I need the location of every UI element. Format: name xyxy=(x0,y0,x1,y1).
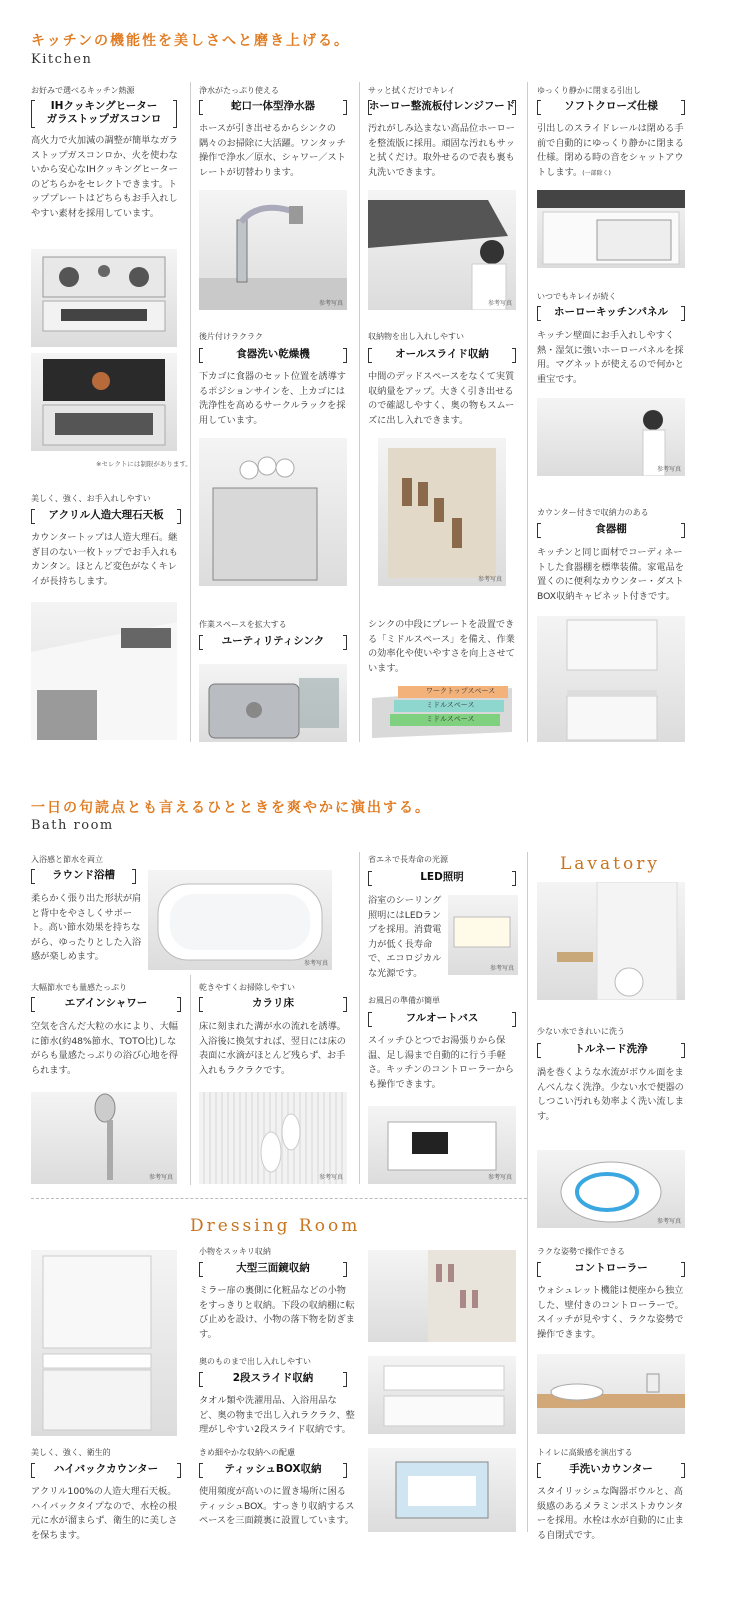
countertop-photo xyxy=(31,602,177,740)
cupboard-caption: カウンター付きで収納力のある xyxy=(537,508,649,517)
highback-caption: 美しく、強く、衛生的 xyxy=(31,1448,111,1457)
faucet-description: ホースが引き出せるからシンクの隅々のお掃除に大活躍。ワンタッチ操作で浄水／原水、シャワー／ストレートが切替わります。 xyxy=(199,123,346,178)
led-caption: 省エネで長寿命の光源 xyxy=(368,855,448,864)
sink-diagram xyxy=(368,684,516,742)
tornado-description: 渦を巻くような水流がボウル面をまんべんなく洗浄。少ない水で便器のしつこい汚れも効率よく洗い流します。 xyxy=(537,1067,684,1122)
panel-title: ホーローキッチンパネル xyxy=(537,306,685,321)
vanity-photo xyxy=(31,1250,177,1436)
range-hood-photo xyxy=(368,190,516,310)
shower-photo xyxy=(31,1092,177,1184)
sink-photo xyxy=(199,664,347,742)
mirror-storage-photo xyxy=(368,1250,516,1342)
photo-reference-label: 参考写真 xyxy=(487,1174,512,1181)
controller-description: ウォシュレット機能は便座から独立した、壁付きのコントローラーで。スイッチが見やすく、ラクな姿勢で操作できます。 xyxy=(537,1285,684,1340)
photo-reference-label: 参考写真 xyxy=(656,466,681,473)
divider xyxy=(359,852,360,1184)
lavatory-photo xyxy=(537,882,685,1000)
photo-reference-label: 参考写真 xyxy=(477,576,502,583)
photo-reference-label: 参考写真 xyxy=(656,1218,681,1225)
autobath-caption: お風呂の準備が簡単 xyxy=(368,996,440,1005)
floor-caption: 乾きやすくお掃除しやすい xyxy=(199,983,295,992)
slide-caption: 収納物を出し入れしやすい xyxy=(368,332,464,341)
tissue-caption: きめ細やかな収納への配慮 xyxy=(199,1448,295,1457)
ih-heater-photo xyxy=(31,353,177,451)
divider xyxy=(527,852,528,1532)
slide-title: オールスライド収納 xyxy=(368,348,516,363)
slide-drawer-photo xyxy=(368,1356,516,1434)
tub-caption: 入浴感と節水を両立 xyxy=(31,855,103,864)
softclose-description: 引出しのスライドレールは閉める手前で自動的にゆっくり静かに閉まる仕様。閉める時の音をシャットアウトします。(一部除く) xyxy=(537,123,684,178)
mirror-caption: 小物をスッキリ収納 xyxy=(199,1247,271,1256)
bath-subheading: Bath room xyxy=(31,818,114,833)
bath-controller-photo xyxy=(368,1106,516,1184)
ih-description: 高火力で火加減の調整が簡単なガラストップガスコンロか、火を使わないから安心なIHクッキングヒーターのどちらかをセレクトできます。トッププレートはどちらもお手入れしやすい素材を採用しています。 xyxy=(31,135,178,219)
toilet-bowl-photo xyxy=(537,1150,685,1228)
shower-description: 空気を含んだ大粒の水により、大幅に節水(約48%節水、TOTO比)しながらも量感たっぷりの浴び心地を得られます。 xyxy=(31,1021,178,1076)
bathtub-photo xyxy=(148,870,332,970)
acrylic-title: アクリル人造大理石天板 xyxy=(31,509,181,524)
led-title: LED照明 xyxy=(368,871,516,886)
shower-caption: 大幅節水でも量感たっぷり xyxy=(31,983,127,992)
shower-title: エアインシャワー xyxy=(31,997,181,1012)
washcounter-caption: トイレに高級感を演出する xyxy=(537,1448,633,1457)
cupboard-photo xyxy=(537,616,685,742)
zone-label-middle-lower: ミドルスペース xyxy=(426,715,475,723)
led-description: 浴室のシーリング照明にはLEDランプを採用。消費電力が低く長寿命で、エコロジカルな光源です。 xyxy=(368,895,442,979)
dishwasher-description: 下カゴに食器のセット位置を誘導するポジションサインを、上カゴには洗浄性を高めるサークルラックを採用しています。 xyxy=(199,371,346,426)
floor-description: 床に刻まれた溝が水の流れを誘導。入浴後に換気すれば、翌日には床の表面に水滴がほとんど残らず、お手入れもラクラクです。 xyxy=(199,1021,346,1076)
led-light-photo xyxy=(448,895,518,975)
cupboard-title: 食器棚 xyxy=(537,523,685,538)
photo-reference-label: 参考写真 xyxy=(318,300,343,307)
bath-floor-photo xyxy=(199,1092,347,1184)
dressing-heading: Dressing Room xyxy=(190,1216,361,1236)
bath-heading: 一日の句読点とも言えるひとときを爽やかに演出する。 xyxy=(31,800,431,816)
gas-stove-photo xyxy=(31,249,177,347)
divider xyxy=(359,82,360,742)
dishwasher-caption: 後片付けラクラク xyxy=(199,332,263,341)
lavatory-heading: Lavatory xyxy=(560,854,660,874)
hood-caption: サッと拭くだけでキレイ xyxy=(368,86,456,95)
photo-reference-label: 参考写真 xyxy=(148,1174,173,1181)
faucet-title: 蛇口一体型浄水器 xyxy=(199,100,347,115)
zone-label-worktop: ワークトップスペース xyxy=(426,687,496,695)
faucet-caption: 浄水がたっぷり使える xyxy=(199,86,279,95)
softclose-title: ソフトクローズ仕様 xyxy=(537,100,685,115)
slide-description: 中間のデッドスペースをなくて実質収納量をアップ。大きく引き出せるので確認しやすく、奥の物もスムーズに出し入れできます。 xyxy=(368,371,515,426)
sink-caption: 作業スペースを拡大する xyxy=(199,620,287,629)
wash-counter-photo xyxy=(537,1354,685,1434)
floor-title: カラリ床 xyxy=(199,997,347,1012)
zone-label-middle: ミドルスペース xyxy=(426,701,475,709)
ih-title: IHクッキングヒーター ガラストップガスコンロ xyxy=(31,100,177,128)
autobath-title: フルオートバス xyxy=(368,1012,516,1027)
acrylic-description: カウンタートップは人造大理石。継ぎ目のない一枚トップでお手入れもカンタン。ほとんど変色がなくキレイが長持ちします。 xyxy=(31,532,178,587)
kitchen-panel-photo xyxy=(537,398,685,476)
softclose-caption: ゆっくり静かに閉まる引出し xyxy=(537,86,641,95)
highback-title: ハイバックカウンター xyxy=(31,1463,181,1478)
slide2-description: タオル類や洗濯用品、入浴用品など、奥の物まで出し入れラクラク、整理がしやすい2段スライド収納です。 xyxy=(199,1395,355,1435)
divider xyxy=(527,82,528,742)
slide2-caption: 奥のものまで出し入れしやすい xyxy=(199,1357,311,1366)
tornado-title: トルネード洗浄 xyxy=(537,1043,685,1058)
dishwasher-title: 食器洗い乾燥機 xyxy=(199,348,347,363)
panel-description: キッチン壁面にお手入れしやすく熱・湿気に強いホーローパネルを採用。マグネットが使えるので何かと重宝です。 xyxy=(537,330,684,385)
divider xyxy=(190,975,191,1185)
washcounter-description: スタイリッシュな陶器ボウルと、高級感のあるメラミンポストカウンターを採用。水栓は水が自動的に止まる自閉式です。 xyxy=(537,1486,684,1541)
photo-reference-label: 参考写真 xyxy=(303,960,328,967)
hood-title: ホーロー整流板付レンジフード xyxy=(368,100,516,115)
stove-note: ※セレクトには制限があります。 xyxy=(96,460,192,468)
panel-caption: いつでもキレイが続く xyxy=(537,292,617,301)
washcounter-title: 手洗いカウンター xyxy=(537,1463,685,1478)
cupboard-description: キッチンと同じ面材でコーディネートした食器棚を標準装備。家電品を置くのに便利なカウンター・ダストBOX収納キャビネット付きです。 xyxy=(537,547,684,602)
slide-storage-photo xyxy=(378,438,506,586)
section-divider xyxy=(31,1198,527,1199)
faucet-photo xyxy=(199,190,347,310)
highback-description: アクリル100%の人造大理石天板。ハイバックタイプなので、水栓の根元に水が溜まらず、衛生的に美しさを保ちます。 xyxy=(31,1486,178,1541)
controller-caption: ラクな姿勢で操作できる xyxy=(537,1247,625,1256)
hood-description: 汚れがしみ込まない高品位ホーローを整流版に採用。頑固な汚れもサッと拭くだけ。取外せるので表も裏も丸洗いできます。 xyxy=(368,123,515,178)
tissue-box-photo xyxy=(368,1448,516,1532)
photo-reference-label: 参考写真 xyxy=(489,965,514,972)
tornado-caption: 少ない水できれいに洗う xyxy=(537,1027,625,1036)
kitchen-heading: キッチンの機能性を美しさへと磨き上げる。 xyxy=(31,33,351,49)
photo-reference-label: 参考写真 xyxy=(318,1174,343,1181)
controller-title: コントローラー xyxy=(537,1262,685,1277)
tissue-title: ティッシュBOX収納 xyxy=(199,1463,347,1478)
sink-title: ユーティリティシンク xyxy=(199,635,347,650)
acrylic-caption: 美しく、強く、お手入れしやすい xyxy=(31,494,151,503)
sink-description: シンクの中段にプレートを設置できる「ミドルスペース」を備え、作業の効率化や使いやすさを向上させています。 xyxy=(368,619,515,674)
tub-description: 柔らかく張り出た形状が肩と背中をやさしくサポート。高い節水効果を持ちながら、ゆったりとした入浴感が楽しめます。 xyxy=(31,893,142,962)
mirror-title: 大型三面鏡収納 xyxy=(199,1262,347,1277)
kitchen-subheading: Kitchen xyxy=(31,52,93,67)
autobath-description: スイッチひとつでお湯張りから保温、足し湯まで自動的に行う手軽さ。キッチンのコントローラーからも操作できます。 xyxy=(368,1035,514,1090)
tub-title: ラウンド浴槽 xyxy=(31,869,136,884)
tissue-description: 使用頻度が高いのに置き場所に困るティッシュBOX。すっきり収納するスペースを三面鏡裏に設置しています。 xyxy=(199,1486,355,1526)
ih-caption: お好みで選べるキッチン熱源 xyxy=(31,86,135,95)
photo-reference-label: 参考写真 xyxy=(487,300,512,307)
divider xyxy=(190,82,191,742)
drawer-photo xyxy=(537,190,685,268)
slide2-title: 2段スライド収納 xyxy=(199,1372,347,1387)
dishwasher-photo xyxy=(199,438,347,586)
mirror-description: ミラー扉の裏側に化粧品などの小物をすっきりと収納。下段の収納棚に転び止めを設け、小物の落下物を防ぎます。 xyxy=(199,1285,355,1340)
